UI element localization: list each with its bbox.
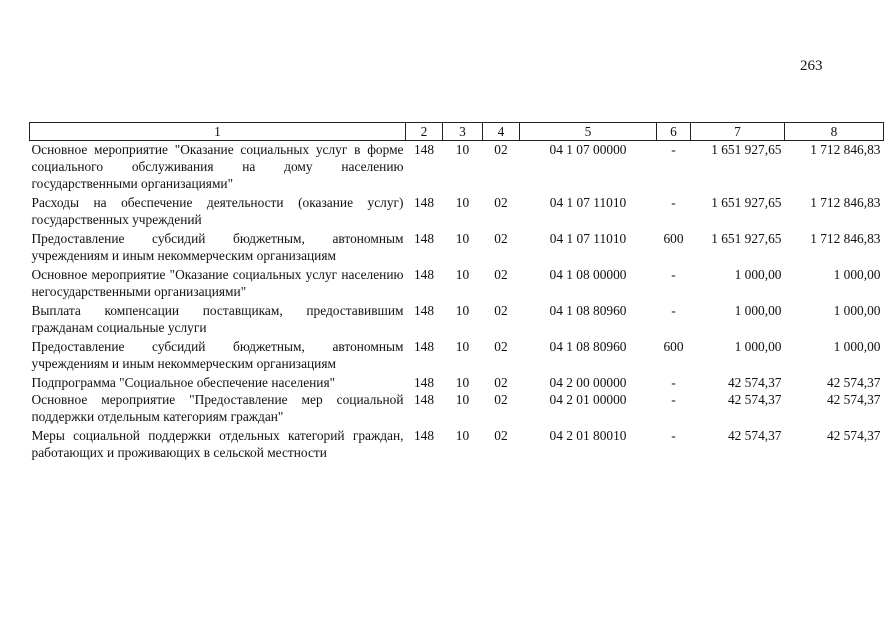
amount-col8: 1 000,00 xyxy=(833,267,881,282)
table-row xyxy=(30,338,884,374)
subsection-code: 02 xyxy=(494,392,508,407)
ministry-code: 148 xyxy=(413,231,435,246)
target-article-code: 04 1 07 00000 xyxy=(549,142,627,157)
item-name: Основное мероприятие "Оказание социальных услуг в форме социального обслуживания на дому населению государственными организациями" xyxy=(31,142,404,191)
amount-col8: 1 712 846,83 xyxy=(810,231,881,246)
target-article-code: 04 2 01 00000 xyxy=(549,392,627,407)
amount-col8: 1 000,00 xyxy=(833,339,881,354)
target-article-code: 04 2 00 00000 xyxy=(549,375,627,390)
item-name: Основное мероприятие "Предоставление мер социальной поддержки отдельным категориям граждан" xyxy=(31,392,404,424)
table-row xyxy=(30,391,884,427)
column-header-7: 7 xyxy=(691,123,785,141)
column-header-1: 1 xyxy=(30,123,406,141)
section-code: 10 xyxy=(455,231,470,246)
amount-col7: 42 574,37 xyxy=(727,375,782,390)
expense-type-code: - xyxy=(671,267,676,282)
amount-col8: 42 574,37 xyxy=(826,375,881,390)
item-name: Меры социальной поддержки отдельных категорий граждан, работающих и проживающих в сельской местности xyxy=(31,428,404,460)
expense-type-code: - xyxy=(671,428,676,443)
ministry-code: 148 xyxy=(413,267,435,282)
target-article-code: 04 1 07 11010 xyxy=(549,231,627,246)
target-article-code: 04 2 01 80010 xyxy=(549,428,627,443)
target-article-code: 04 1 07 11010 xyxy=(549,195,627,210)
column-header-8: 8 xyxy=(785,123,884,141)
subsection-code: 02 xyxy=(494,195,508,210)
expense-type-code: - xyxy=(671,303,676,318)
column-header-6: 6 xyxy=(657,123,691,141)
section-code: 10 xyxy=(455,195,470,210)
item-name: Основное мероприятие "Оказание социальных услуг населению негосударственными организациями" xyxy=(31,267,404,299)
section-code: 10 xyxy=(455,375,470,390)
section-code: 10 xyxy=(455,428,470,443)
ministry-code: 148 xyxy=(413,392,435,407)
expense-type-code: - xyxy=(671,392,676,407)
table-row xyxy=(30,230,884,266)
column-header-5: 5 xyxy=(520,123,657,141)
table-row xyxy=(30,427,884,463)
item-name: Расходы на обеспечение деятельности (оказание услуг) государственных учреждений xyxy=(31,195,404,227)
table-row xyxy=(30,302,884,338)
ministry-code: 148 xyxy=(413,375,435,390)
column-header-2: 2 xyxy=(406,123,443,141)
amount-col8: 42 574,37 xyxy=(826,392,881,407)
amount-col8: 1 712 846,83 xyxy=(810,142,881,157)
amount-col8: 1 000,00 xyxy=(833,303,881,318)
ministry-code: 148 xyxy=(413,195,435,210)
section-code: 10 xyxy=(455,142,470,157)
item-name: Предоставление субсидий бюджетным, автономным учреждениям и иным некоммерческим организациям xyxy=(31,339,404,371)
table-header-row xyxy=(30,123,884,141)
item-name: Предоставление субсидий бюджетным, автономным учреждениям и иным некоммерческим организациям xyxy=(31,231,404,263)
target-article-code: 04 1 08 80960 xyxy=(549,303,627,318)
section-code: 10 xyxy=(455,392,470,407)
ministry-code: 148 xyxy=(413,303,435,318)
amount-col7: 1 651 927,65 xyxy=(711,195,782,210)
table-row xyxy=(30,141,884,195)
subsection-code: 02 xyxy=(494,375,508,390)
section-code: 10 xyxy=(455,267,470,282)
amount-col8: 42 574,37 xyxy=(826,428,881,443)
page-number: 263 xyxy=(800,58,823,74)
expense-type-code: - xyxy=(671,195,676,210)
ministry-code: 148 xyxy=(413,339,435,354)
section-code: 10 xyxy=(455,339,470,354)
subsection-code: 02 xyxy=(494,231,508,246)
ministry-code: 148 xyxy=(413,428,435,443)
table-row xyxy=(30,266,884,302)
subsection-code: 02 xyxy=(494,267,508,282)
table-row xyxy=(30,194,884,230)
column-header-3: 3 xyxy=(443,123,483,141)
expense-type-code: 600 xyxy=(663,231,684,246)
item-name: Подпрограмма "Социальное обеспечение населения" xyxy=(31,375,336,390)
amount-col7: 1 000,00 xyxy=(734,267,782,282)
item-name: Выплата компенсации поставщикам, предоставившим гражданам социальные услуги xyxy=(31,303,404,335)
expense-type-code: 600 xyxy=(663,339,684,354)
amount-col7: 42 574,37 xyxy=(727,392,782,407)
expense-type-code: - xyxy=(671,142,676,157)
amount-col7: 1 000,00 xyxy=(734,339,782,354)
subsection-code: 02 xyxy=(494,339,508,354)
expense-type-code: - xyxy=(671,375,676,390)
amount-col7: 1 000,00 xyxy=(734,303,782,318)
target-article-code: 04 1 08 80960 xyxy=(549,339,627,354)
amount-col8: 1 712 846,83 xyxy=(810,195,881,210)
subsection-code: 02 xyxy=(494,428,508,443)
amount-col7: 1 651 927,65 xyxy=(711,142,782,157)
column-header-4: 4 xyxy=(483,123,520,141)
amount-col7: 1 651 927,65 xyxy=(711,231,782,246)
section-code: 10 xyxy=(455,303,470,318)
table-row xyxy=(30,374,884,391)
budget-table xyxy=(29,122,884,463)
target-article-code: 04 1 08 00000 xyxy=(549,267,627,282)
subsection-code: 02 xyxy=(494,303,508,318)
subsection-code: 02 xyxy=(494,142,508,157)
amount-col7: 42 574,37 xyxy=(727,428,782,443)
ministry-code: 148 xyxy=(413,142,435,157)
